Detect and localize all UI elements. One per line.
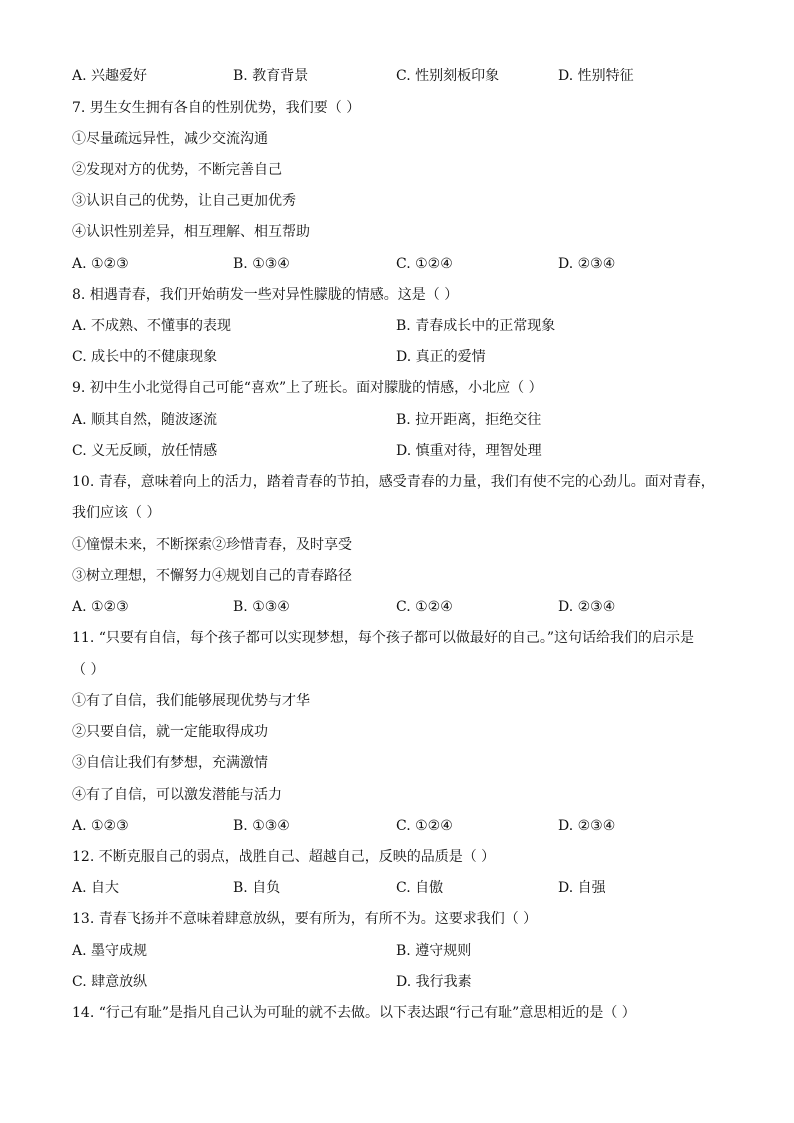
q7-option-d[interactable]: D. ②③④	[558, 256, 616, 272]
q10-item-row-2: ③树立理想，不懈努力④规划自己的青春路径	[72, 568, 352, 584]
q7-item-4: ④认识性别差异，相互理解、相互帮助	[72, 224, 310, 240]
q9-option-d[interactable]: D. 慎重对待，理智处理	[396, 443, 542, 459]
q13-option-b[interactable]: B. 遵守规则	[396, 943, 472, 959]
q9-option-b[interactable]: B. 拉开距离，拒绝交往	[396, 412, 542, 428]
q6-option-b[interactable]: B. 教育背景	[233, 68, 309, 84]
q7-item-2: ②发现对方的优势，不断完善自己	[72, 162, 282, 178]
q13-option-d[interactable]: D. 我行我素	[396, 974, 472, 990]
q7-option-c[interactable]: C. ①②④	[396, 256, 453, 272]
q11-option-b[interactable]: B. ①③④	[233, 818, 290, 834]
q9-option-c[interactable]: C. 义无反顾，放任情感	[72, 443, 218, 459]
q7-stem: 7. 男生女生拥有各自的性别优势，我们要（ ）	[72, 100, 361, 116]
q9-option-a[interactable]: A. 顺其自然，随波逐流	[72, 412, 218, 428]
q12-stem: 12. 不断克服自己的弱点，战胜自己、超越自己，反映的品质是（ ）	[72, 849, 496, 865]
q6-option-a[interactable]: A. 兴趣爱好	[72, 68, 148, 84]
q13-stem: 13. 青春飞扬并不意味着肆意放纵，要有所为，有所不为。这要求我们（ ）	[72, 911, 538, 927]
q11-option-a[interactable]: A. ①②③	[72, 818, 129, 834]
q12-option-a[interactable]: A. 自大	[72, 880, 120, 896]
q7-item-1: ①尽量疏远异性，减少交流沟通	[72, 131, 268, 147]
q8-option-d[interactable]: D. 真正的爱情	[396, 349, 486, 365]
q10-stem: 10. 青春，意味着向上的活力，踏着青春的节拍，感受青春的力量，我们有使不完的心劲儿。面对青春，	[72, 474, 715, 490]
q10-option-c[interactable]: C. ①②④	[396, 599, 453, 615]
q11-option-d[interactable]: D. ②③④	[558, 818, 616, 834]
q12-option-b[interactable]: B. 自负	[233, 880, 281, 896]
q8-stem: 8. 相遇青春，我们开始萌发一些对异性朦胧的情感。这是（ ）	[72, 287, 459, 303]
q10-stem-continued: 我们应该（ ）	[72, 505, 161, 521]
q7-item-3: ③认识自己的优势，让自己更加优秀	[72, 193, 296, 209]
q10-option-d[interactable]: D. ②③④	[558, 599, 616, 615]
q11-item-3: ③自信让我们有梦想，充满激情	[72, 755, 268, 771]
q12-option-c[interactable]: C. 自傲	[396, 880, 444, 896]
q7-option-b[interactable]: B. ①③④	[233, 256, 290, 272]
q8-option-a[interactable]: A. 不成熟、不懂事的表现	[72, 318, 232, 334]
q13-option-c[interactable]: C. 肆意放纵	[72, 974, 148, 990]
q6-option-d[interactable]: D. 性别特征	[558, 68, 634, 84]
q10-item-row-1: ①憧憬未来，不断探索②珍惜青春，及时享受	[72, 537, 352, 553]
q11-option-c[interactable]: C. ①②④	[396, 818, 453, 834]
q8-option-c[interactable]: C. 成长中的不健康现象	[72, 349, 218, 365]
q11-item-2: ②只要自信，就一定能取得成功	[72, 724, 268, 740]
q7-option-a[interactable]: A. ①②③	[72, 256, 129, 272]
q13-option-a[interactable]: A. 墨守成规	[72, 943, 148, 959]
q10-option-b[interactable]: B. ①③④	[233, 599, 290, 615]
q8-option-b[interactable]: B. 青春成长中的正常现象	[396, 318, 556, 334]
q11-item-4: ④有了自信，可以激发潜能与活力	[72, 787, 282, 803]
q11-item-1: ①有了自信，我们能够展现优势与才华	[72, 693, 310, 709]
q14-stem: 14. “行己有耻”是指凡自己认为可耻的就不去做。以下表达跟“行己有耻”意思相近的是（ ）	[72, 1005, 636, 1021]
q12-option-d[interactable]: D. 自强	[558, 880, 606, 896]
q11-stem-continued: （ ）	[72, 662, 105, 678]
q10-option-a[interactable]: A. ①②③	[72, 599, 129, 615]
q9-stem: 9. 初中生小北觉得自己可能“喜欢”上了班长。面对朦胧的情感，小北应（ ）	[72, 380, 543, 396]
q11-stem: 11. “只要有自信，每个孩子都可以实现梦想，每个孩子都可以做最好的自己。”这句话给我们的启示是	[72, 630, 695, 646]
q6-option-c[interactable]: C. 性别刻板印象	[396, 68, 500, 84]
